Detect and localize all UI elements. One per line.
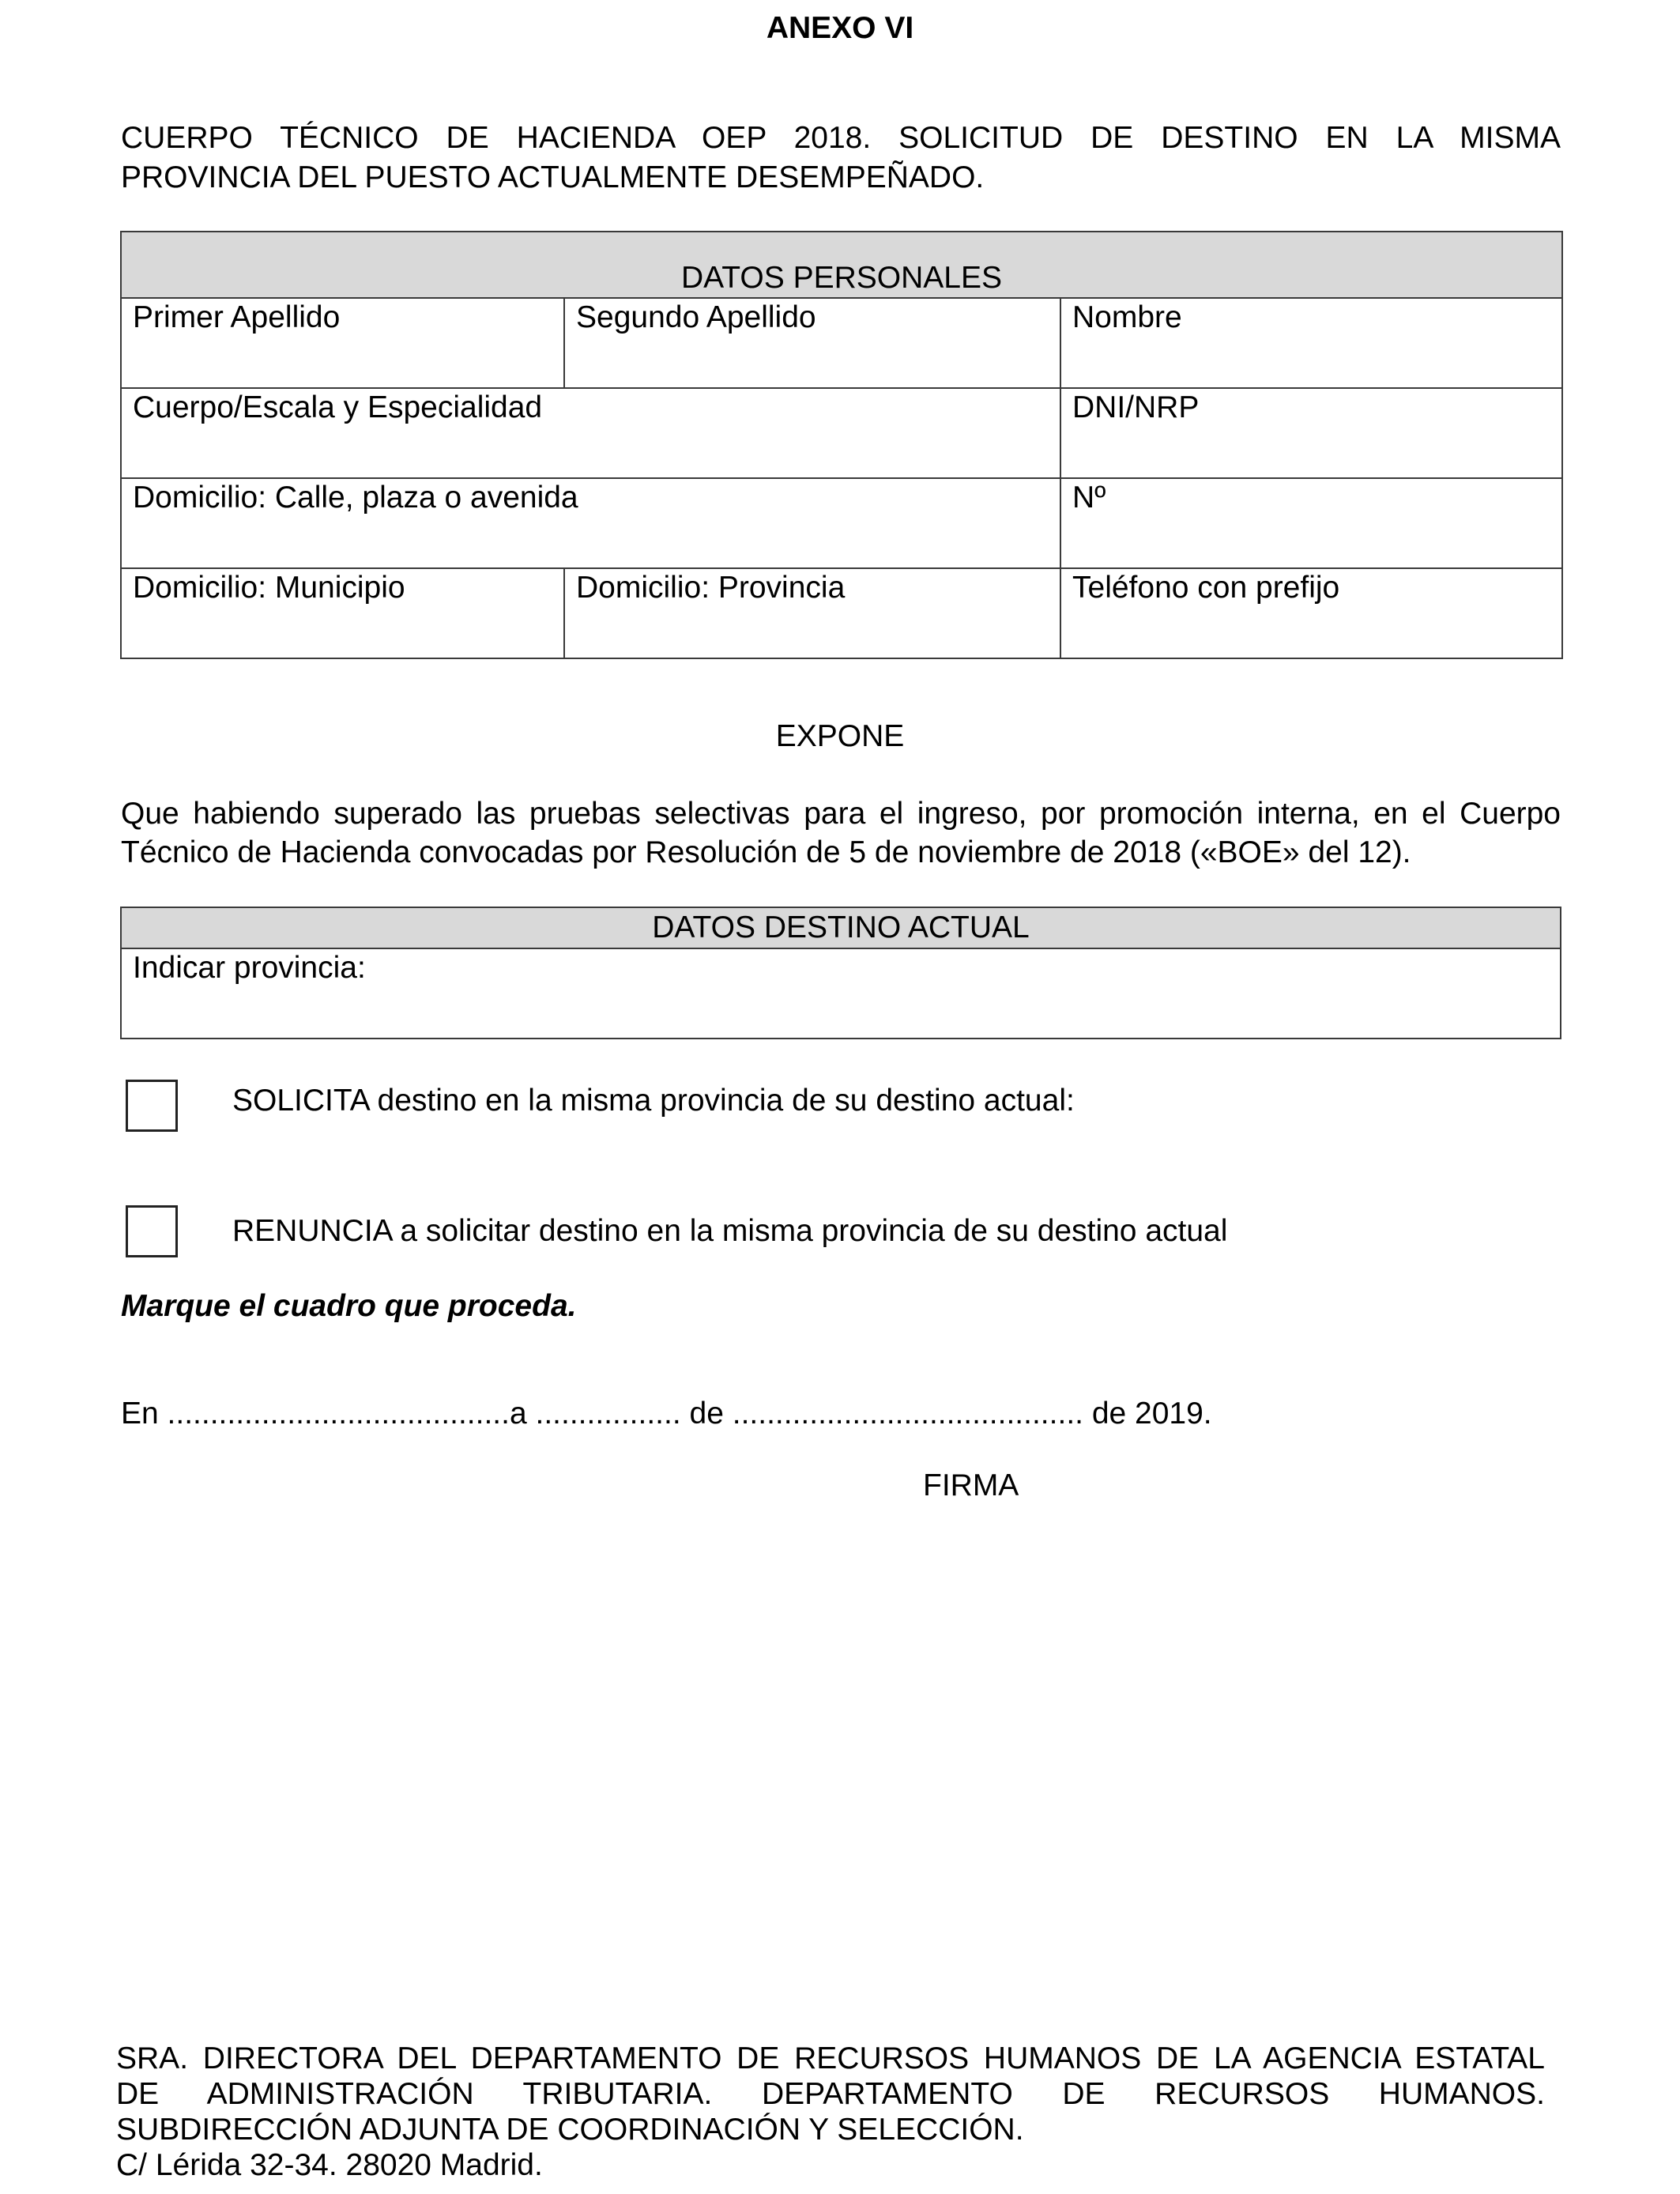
- footer-line-1: SRA. DIRECTORA DEL DEPARTAMENTO DE RECURSOS HUMANOS DE LA AGENCIA ESTATAL: [116, 2041, 1545, 2075]
- form-heading-line-1: CUERPO TÉCNICO DE HACIENDA OEP 2018. SOLICITUD DE DESTINO EN LA MISMA: [121, 121, 1561, 155]
- form-heading-line-2: PROVINCIA DEL PUESTO ACTUALMENTE DESEMPEÑADO.: [121, 160, 985, 194]
- current-destination-table: [120, 907, 1561, 1039]
- municipality-label: Domicilio: Municipio: [133, 571, 405, 605]
- solicita-label: SOLICITA destino en la misma provincia de su destino actual:: [232, 1084, 1075, 1118]
- province-indication-label: Indicar provincia:: [133, 951, 366, 985]
- solicita-checkbox[interactable]: [126, 1080, 178, 1132]
- name-label: Nombre: [1072, 300, 1182, 334]
- renuncia-label: RENUNCIA a solicitar destino en la misma provincia de su destino actual: [232, 1214, 1228, 1248]
- second-surname-field[interactable]: [564, 298, 1060, 388]
- renuncia-checkbox[interactable]: [126, 1205, 178, 1257]
- dni-field[interactable]: [1060, 388, 1562, 478]
- footer-line-3: SUBDIRECCIÓN ADJUNTA DE COORDINACIÓN Y SELECCIÓN.: [116, 2113, 1024, 2147]
- province-indication-field[interactable]: [121, 948, 1561, 1039]
- first-surname-field[interactable]: [121, 298, 564, 388]
- number-label: Nº: [1072, 481, 1106, 515]
- date-place-line: En ........................................a ................. de ......................................... de 2019.: [121, 1397, 1212, 1431]
- corps-label: Cuerpo/Escala y Especialidad: [133, 390, 543, 424]
- footer-line-2: DE ADMINISTRACIÓN TRIBUTARIA. DEPARTAMENTO DE RECURSOS HUMANOS.: [116, 2077, 1545, 2111]
- name-field[interactable]: [1060, 298, 1562, 388]
- phone-label: Teléfono con prefijo: [1072, 571, 1340, 605]
- street-label: Domicilio: Calle, plaza o avenida: [133, 481, 578, 515]
- corps-field[interactable]: [121, 388, 1060, 478]
- expone-line-1: Que habiendo superado las pruebas selectivas para el ingreso, por promoción interna, en el Cuerpo: [121, 797, 1561, 831]
- instruction-note: Marque el cuadro que proceda.: [121, 1289, 577, 1323]
- personal-data-table: [120, 231, 1563, 659]
- phone-field[interactable]: [1060, 568, 1562, 658]
- number-field[interactable]: [1060, 478, 1562, 568]
- current-destination-header: DATOS DESTINO ACTUAL: [121, 907, 1561, 948]
- dni-label: DNI/NRP: [1072, 390, 1200, 424]
- expone-title: EXPONE: [775, 719, 905, 753]
- province-label: Domicilio: Provincia: [576, 571, 846, 605]
- province-field[interactable]: [564, 568, 1060, 658]
- signature-label: FIRMA: [923, 1468, 1019, 1502]
- annex-title: ANEXO VI: [766, 11, 914, 45]
- footer-line-4: C/ Lérida 32-34. 28020 Madrid.: [116, 2148, 543, 2182]
- municipality-field[interactable]: [121, 568, 564, 658]
- second-surname-label: Segundo Apellido: [576, 300, 816, 334]
- street-field[interactable]: [121, 478, 1060, 568]
- expone-line-2: Técnico de Hacienda convocadas por Resolución de 5 de noviembre de 2018 («BOE» del 12).: [121, 835, 1411, 869]
- personal-data-header: DATOS PERSONALES: [121, 232, 1562, 298]
- first-surname-label: Primer Apellido: [133, 300, 341, 334]
